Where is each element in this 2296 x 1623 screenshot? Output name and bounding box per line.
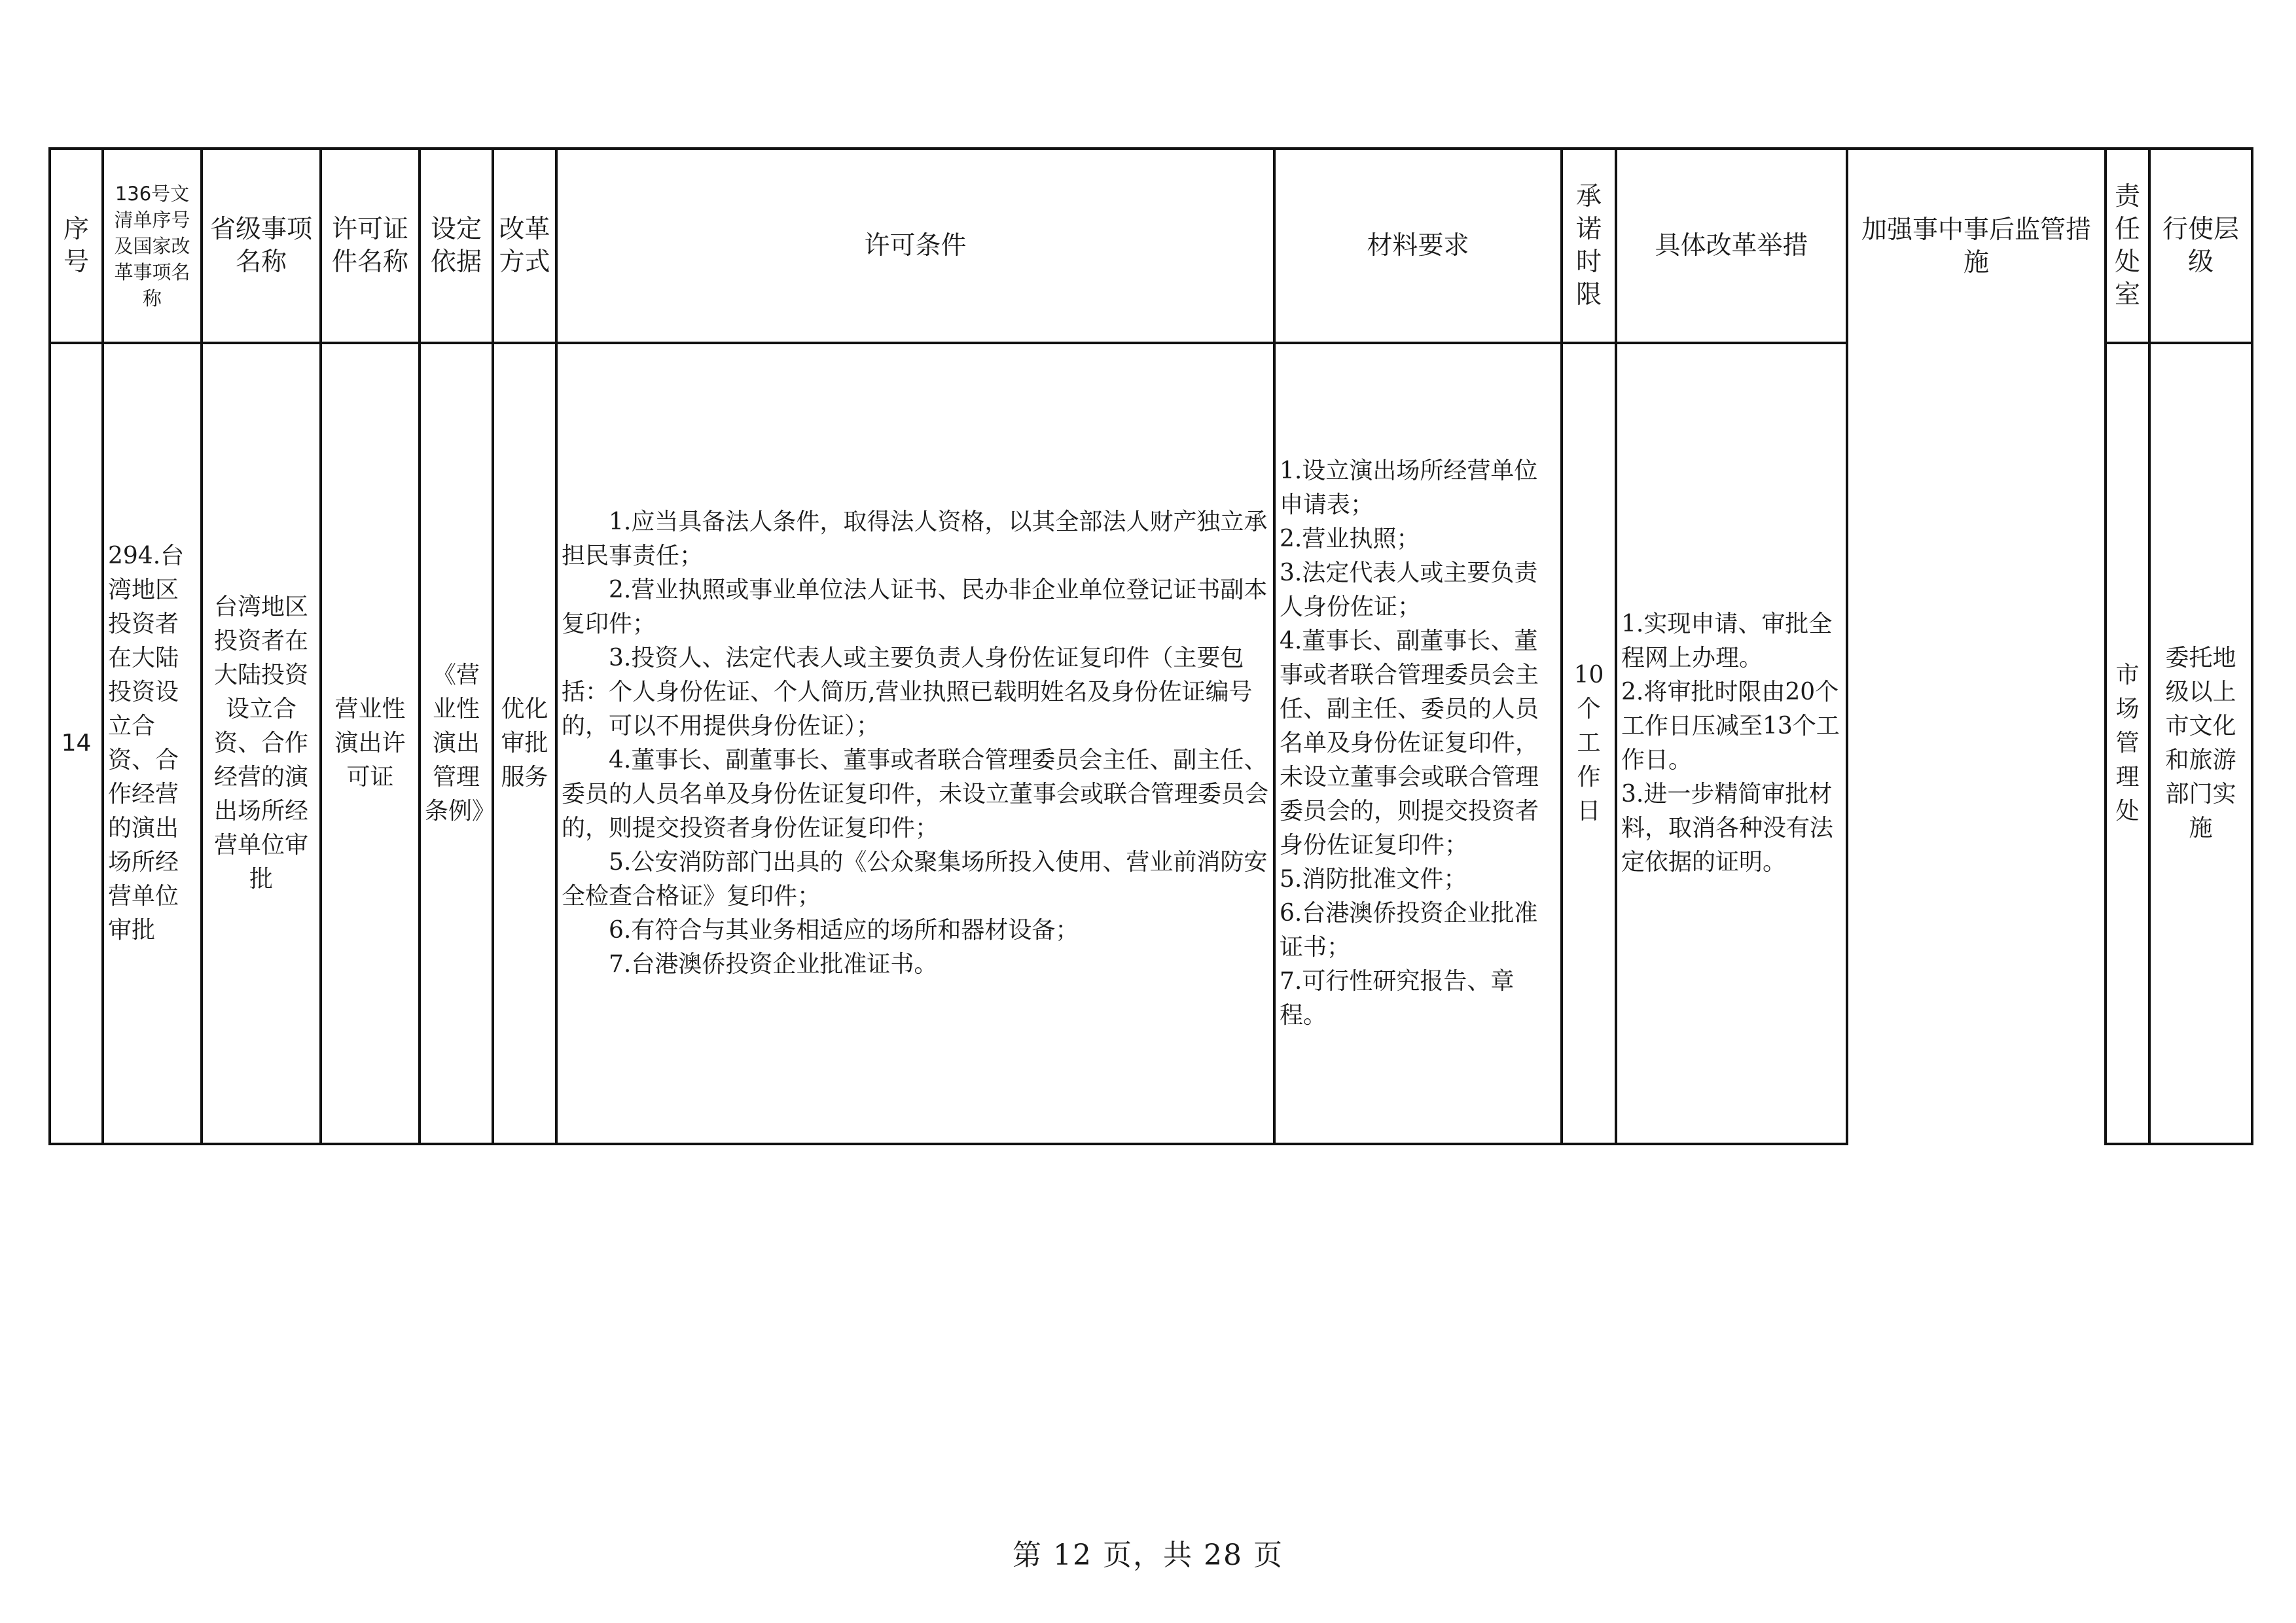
cell-conditions [556, 343, 1274, 1144]
header-basis: 设定依据 [420, 149, 493, 343]
condition-item: 4.董事长、副董事长、董事或者联合管理委员会主任、副主任、委员的人员名单及身份佐证复印件，未设立董事会或联合管理委员会的，则提交投资者身份佐证复印件； [562, 747, 1269, 842]
table-row [50, 343, 2252, 1144]
cell-provincial-item: 台湾地区投资者在大陆投资设立合资、合作经营的演出场所经营单位审批 [202, 343, 321, 1144]
header-provincial-item: 省级事项名称 [202, 149, 321, 343]
header-materials: 材料要求 [1274, 149, 1562, 343]
condition-item: 3.投资人、法定代表人或主要负责人身份佐证复印件（主要包括：个人身份佐证、个人简历,营业执照已载明姓名及身份佐证编号的，可以不用提供身份佐证）； [562, 645, 1253, 740]
condition-item: 7.台港澳侨投资企业批准证书。 [609, 951, 938, 978]
cell-license-name: 营业性演出许可证 [321, 343, 420, 1144]
cell-department: 市场管理处 [2106, 343, 2149, 1144]
measure-item: 3.进一步精简审批材料，取消各种没有法定依据的证明。 [1621, 781, 1834, 876]
material-item: 6.台港澳侨投资企业批准证书； [1280, 900, 1538, 961]
material-item: 5.消防批准文件； [1280, 866, 1467, 893]
header-reform-measures: 具体改革举措 [1616, 149, 1847, 343]
material-item: 4.董事长、副董事长、董事或者联合管理委员会主任、副主任、委员的人员名单及身份佐证复印件，未设立董事会或联合管理委员会的，则提交投资者身份佐证复印件； [1280, 628, 1539, 859]
cell-reform-method: 优化审批服务 [493, 343, 556, 1144]
cell-supervision [1847, 343, 2106, 1144]
header-conditions: 许可条件 [556, 149, 1274, 343]
cell-national-item: 294.台湾地区投资者在大陆投资设立合资、合作经营的演出场所经营单位审批 [103, 343, 202, 1144]
condition-item: 6.有符合与其业务相适应的场所和器材设备； [609, 917, 1079, 944]
header-level: 行使层级 [2149, 149, 2252, 343]
measure-item: 2.将审批时限由20个工作日压减至13个工作日。 [1621, 679, 1840, 774]
cell-basis: 《营业性演出管理条例》 [420, 343, 493, 1144]
condition-item: 1.应当具备法人条件，取得法人资格，以其全部法人财产独立承担民事责任； [562, 508, 1268, 569]
header-department: 责任处室 [2106, 149, 2149, 343]
header-reform-method: 改革方式 [493, 149, 556, 343]
condition-item: 2.营业执照或事业单位法人证书、民办非企业单位登记证书副本复印件； [562, 577, 1268, 637]
cell-reform-measures [1616, 343, 1847, 1144]
cell-materials [1274, 343, 1562, 1144]
cell-level: 委托地级以上市文化和旅游部门实施 [2149, 343, 2252, 1144]
cell-seq: 14 [50, 343, 103, 1144]
material-item: 3.法定代表人或主要负责人身份佐证； [1280, 560, 1538, 620]
header-seq: 序号 [50, 149, 103, 343]
cell-time-limit: 10个工作日 [1562, 343, 1616, 1144]
measure-item: 1.实现申请、审批全程网上办理。 [1621, 611, 1833, 671]
material-item: 2.营业执照； [1280, 526, 1420, 552]
header-national-item: 136号文清单序号及国家改革事项名称 [103, 149, 202, 343]
header-row [50, 149, 2252, 343]
page-number: 第 12 页，共 28 页 [1013, 1539, 1283, 1572]
material-item: 7.可行性研究报告、章程。 [1280, 968, 1515, 1029]
license-reform-table [48, 147, 2253, 1145]
condition-item: 5.公安消防部门出具的《公众聚集场所投入使用、营业前消防安全检查合格证》复印件； [562, 849, 1268, 910]
header-supervision: 加强事中事后监管措施 [1847, 149, 2106, 343]
header-time-limit: 承诺时限 [1562, 149, 1616, 343]
material-item: 1.设立演出场所经营单位申请表； [1280, 457, 1538, 518]
header-license-name: 许可证件名称 [321, 149, 420, 343]
